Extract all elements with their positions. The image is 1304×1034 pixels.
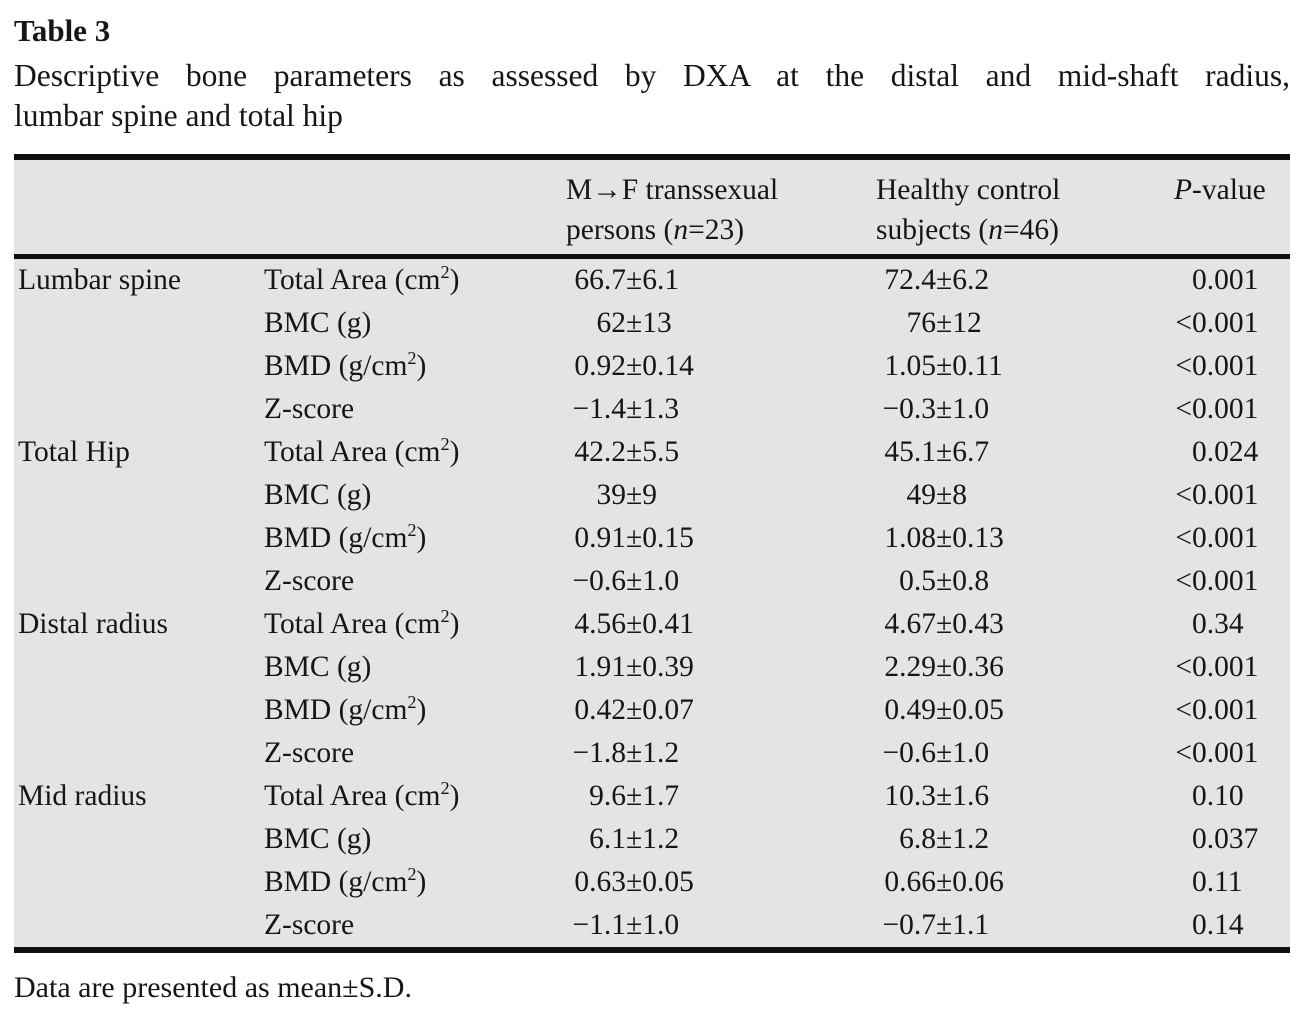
table-row [14, 689, 1290, 732]
mf-value-cell: −0.6 ±1.0 [572, 564, 680, 597]
mf-value-cell: 0.91 ±0.15 [574, 521, 694, 554]
parameter-cell: BMC (g) [264, 478, 372, 511]
hc-value-cell: 1.05 ±0.11 [884, 349, 1003, 382]
parameter-cell: BMD $(g/cm^2)$ [264, 691, 427, 726]
region-cell: Total Hip [18, 435, 130, 468]
region-cell [14, 302, 264, 345]
superscript: 2 [407, 347, 417, 368]
pvalue-cell: 0.001 [1192, 263, 1259, 296]
col-header-parameter [264, 157, 566, 256]
superscript: 2 [440, 777, 450, 798]
pvalue-cell: < 0.001 [1175, 736, 1259, 769]
parameter-cell: BMC (g) [264, 650, 372, 683]
col-header-hc-line1: Healthy control [876, 174, 1061, 206]
table-container [14, 154, 1290, 953]
hc-value-cell: 1.08 ±0.13 [884, 521, 1004, 554]
region-cell [14, 345, 264, 388]
table-footnote: Data are presented as mean±S.D. [14, 970, 412, 1004]
region-cell [14, 474, 264, 517]
hc-value-cell: 72.4 ±6.2 [884, 263, 990, 296]
pvalue-cell: < 0.001 [1175, 521, 1259, 554]
region-cell: Lumbar spine [18, 263, 182, 296]
table-row [14, 517, 1290, 560]
col-header-pvalue: P-value [1166, 157, 1290, 256]
col-header-region [14, 157, 264, 256]
table-label: Table 3 [14, 13, 111, 48]
hc-value-cell: 76 ±12 [906, 306, 982, 339]
parameter-cell: Total Area $(cm^2)$ [264, 605, 460, 640]
table-row [14, 732, 1290, 775]
parameter-cell: BMD $(g/cm^2)$ [264, 347, 427, 382]
mf-value-cell: 39 ±9 [596, 478, 657, 511]
pvalue-cell: < 0.001 [1175, 392, 1259, 425]
mf-value-cell: 0.92 ±0.14 [574, 349, 694, 382]
pvalue-cell: < 0.001 [1175, 650, 1259, 683]
region-cell [14, 517, 264, 560]
mf-value-cell: 0.42 ±0.07 [574, 693, 694, 726]
table-row [14, 302, 1290, 345]
table-row [14, 646, 1290, 689]
pvalue-cell: 0.11 [1192, 865, 1243, 898]
pvalue-cell: < 0.001 [1175, 306, 1259, 339]
col-header-mf-line2: persons (n=23) [566, 214, 745, 246]
parameter-cell: Z-score [264, 392, 355, 425]
hc-value-cell: 49 ±8 [906, 478, 967, 511]
mf-value-cell: 9.6 ±1.7 [589, 779, 680, 812]
table-row [14, 775, 1290, 818]
parameter-cell: Total Area $(cm^2)$ [264, 261, 460, 296]
pvalue-cell: 0.34 [1192, 607, 1244, 640]
pvalue-cell: < 0.001 [1175, 564, 1259, 597]
region-cell: Distal radius [18, 607, 168, 640]
hc-value-cell: 0.66 ±0.06 [884, 865, 1004, 898]
superscript: 2 [440, 261, 450, 282]
table-row [14, 603, 1290, 646]
mf-value-cell: 42.2 ±5.5 [574, 435, 680, 468]
hc-value-cell: −0.6 ±1.0 [882, 736, 990, 769]
parameter-cell: BMC (g) [264, 306, 372, 339]
col-header-mf-group [566, 157, 876, 256]
mf-value-cell: −1.4 ±1.3 [572, 392, 680, 425]
table-row [14, 345, 1290, 388]
table-row [14, 431, 1290, 474]
pvalue-cell: < 0.001 [1175, 478, 1259, 511]
parameter-cell: Z-score [264, 564, 355, 597]
table-row [14, 818, 1290, 861]
col-header-mf-line1: M→F transsexual [566, 174, 779, 206]
region-cell [14, 388, 264, 431]
hc-value-cell: −0.7 ±1.1 [882, 908, 990, 941]
mf-value-cell: 6.1 ±1.2 [589, 822, 680, 855]
table-row [14, 560, 1290, 603]
parameter-cell: Z-score [264, 908, 355, 941]
pvalue-cell: 0.14 [1192, 908, 1244, 941]
col-header-control-group [876, 157, 1166, 256]
table-row [14, 904, 1290, 950]
n-variable: n [673, 214, 689, 246]
region-cell [14, 646, 264, 689]
pvalue-cell: 0.037 [1192, 822, 1259, 855]
hc-value-cell: 10.3 ±1.6 [884, 779, 990, 812]
region-cell [14, 689, 264, 732]
region-cell: Mid radius [18, 779, 147, 812]
hc-value-cell: 6.8 ±1.2 [899, 822, 990, 855]
mf-value-cell: −1.8 ±1.2 [572, 736, 680, 769]
superscript: 2 [440, 433, 450, 454]
p-variable: P [1174, 174, 1193, 206]
mf-value-cell: 0.63 ±0.05 [574, 865, 694, 898]
hc-value-cell: 2.29 ±0.36 [884, 650, 1004, 683]
region-cell [14, 904, 264, 950]
table-row [14, 388, 1290, 431]
superscript: 2 [440, 605, 450, 626]
hc-value-cell: 45.1 ±6.7 [884, 435, 990, 468]
hc-value-cell: 0.49 ±0.05 [884, 693, 1004, 726]
table-caption [14, 56, 1290, 136]
pvalue-cell: 0.024 [1192, 435, 1259, 468]
data-table [14, 154, 1290, 953]
region-cell [14, 818, 264, 861]
pvalue-cell: < 0.001 [1175, 349, 1259, 382]
n-variable: n [988, 214, 1003, 246]
table-row [14, 861, 1290, 904]
hc-value-cell: 4.67 ±0.43 [884, 607, 1004, 640]
caption-line-2: lumbar spine and total hip [14, 98, 343, 133]
mf-value-cell: 4.56 ±0.41 [574, 607, 694, 640]
pvalue-cell: 0.10 [1192, 779, 1244, 812]
mf-value-cell: 1.91 ±0.39 [574, 650, 694, 683]
col-header-hc-line2: subjects (n=46) [876, 214, 1059, 246]
mf-value-cell: 62 ±13 [596, 306, 672, 339]
table-row [14, 256, 1290, 302]
parameter-cell: Total Area $(cm^2)$ [264, 777, 460, 812]
superscript: 2 [407, 691, 417, 712]
superscript: 2 [407, 863, 417, 884]
parameter-cell: BMD $(g/cm^2)$ [264, 863, 427, 898]
region-cell [14, 861, 264, 904]
region-cell [14, 560, 264, 603]
caption-line-1: Descriptive bone parameters as assessed by DXA at the distal and mid-shaft radius, [14, 58, 1290, 93]
hc-value-cell: 0.5 ±0.8 [899, 564, 990, 597]
header-row [14, 157, 1290, 256]
hc-value-cell: −0.3 ±1.0 [882, 392, 990, 425]
region-cell [14, 732, 264, 775]
superscript: 2 [407, 519, 417, 540]
mf-value-cell: −1.1 ±1.0 [572, 908, 680, 941]
parameter-cell: Z-score [264, 736, 355, 769]
parameter-cell: BMC (g) [264, 822, 372, 855]
parameter-cell: BMD $(g/cm^2)$ [264, 519, 427, 554]
table-row [14, 474, 1290, 517]
parameter-cell: Total Area $(cm^2)$ [264, 433, 460, 468]
pvalue-cell: < 0.001 [1175, 693, 1259, 726]
mf-value-cell: 66.7 ±6.1 [574, 263, 680, 296]
